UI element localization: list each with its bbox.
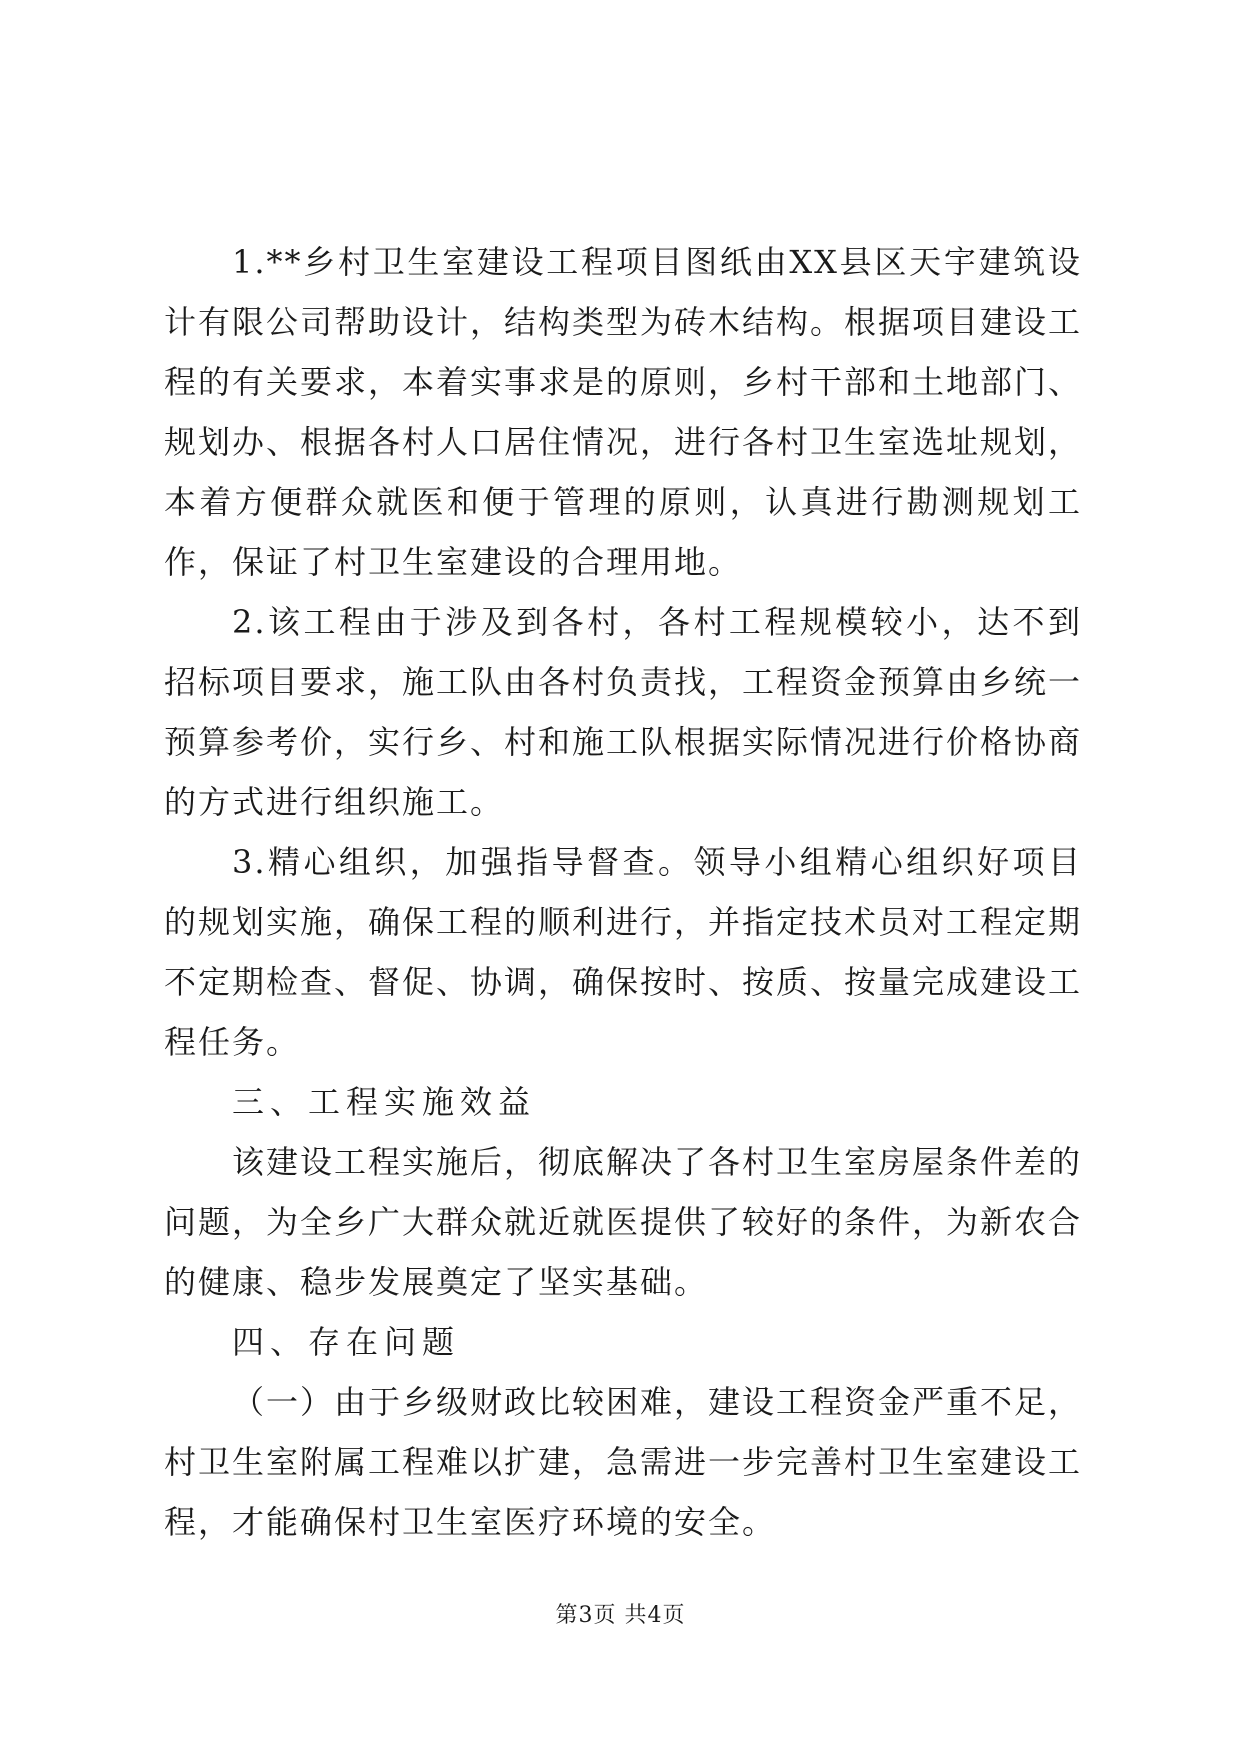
paragraph-3: 3.精心组织，加强指导督查。领导小组精心组织好项目的规划实施，确保工程的顺利进行，并指定技术员对工程定期不定期检查、督促、协调，确保按时、按质、按量完成建设工程任务。	[164, 843, 1083, 1061]
paragraph-benefits: 该建设工程实施后，彻底解决了各村卫生室房屋条件差的问题，为全乡广大群众就近就医提供了较好的条件，为新农合的健康、稳步发展奠定了坚实基础。	[164, 1143, 1083, 1301]
paragraph-problems: （一）由于乡级财政比较困难，建设工程资金严重不足，村卫生室附属工程难以扩建，急需进一步完善村卫生室建设工程，才能确保村卫生室医疗环境的安全。	[164, 1383, 1083, 1541]
paragraph-2: 2.该工程由于涉及到各村，各村工程规模较小，达不到招标项目要求，施工队由各村负责找，工程资金预算由乡统一预算参考价，实行乡、村和施工队根据实际情况进行价格协商的方式进行组织施工。	[164, 603, 1083, 821]
page-number-footer: 第3页 共4页	[555, 1603, 686, 1628]
document-body	[164, 232, 1082, 1552]
section-heading-problems: 四、存在问题	[232, 1323, 461, 1361]
paragraph-1: 1.**乡村卫生室建设工程项目图纸由XX县区天宇建筑设计有限公司帮助设计，结构类型为砖木结构。根据项目建设工程的有关要求，本着实事求是的原则，乡村干部和土地部门、规划办、根据各村人口居住情况，进行各村卫生室选址规划，本着方便群众就医和便于管理的原则，认真进行勘测规划工作，保证了村卫生室建设的合理用地。	[164, 243, 1083, 581]
section-heading-benefits: 三、工程实施效益	[232, 1083, 537, 1121]
